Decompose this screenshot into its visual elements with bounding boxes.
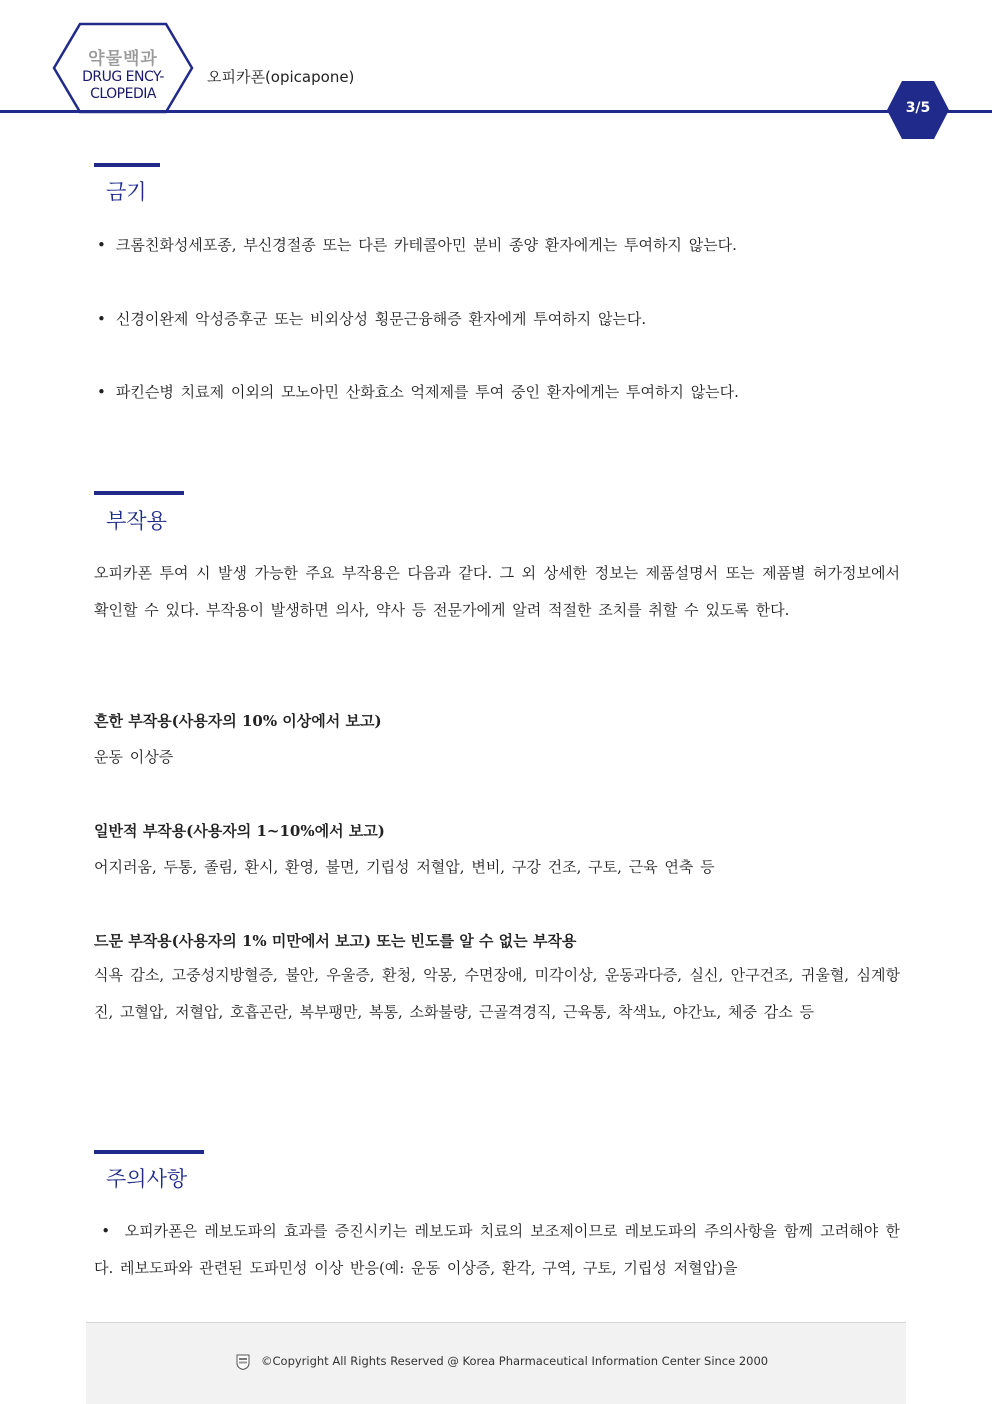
section-bar-precautions: [94, 1150, 204, 1154]
page-header: [0, 0, 992, 140]
section-title-side-effects: 부작용: [106, 509, 167, 533]
side-effects-intro: 오피카폰 투여 시 발생 가능한 주요 부작용은 다음과 같다. 그 외 상세한 정보는 제품설명서 또는 제품별 허가정보에서 확인할 수 있다. 부작용이 발생하면 의사, 약사 등 전문가에게 알려 적절한 조치를 취할 수 있도록 한다.: [94, 564, 900, 619]
section-bar-contraindications: [94, 163, 160, 167]
precaution-item: • 오피카폰은 레보도파의 효과를 증진시키는 레보도파 치료의 보조제이므로 레보도파의 주의사항을 함께 고려해야 한다. 레보도파와 관련된 도파민성 이상 반응(예: 운동 이상증, 환각, 구역, 구토, 기립성 저혈압)을: [94, 1222, 900, 1277]
section-title-precautions: 주의사항: [106, 1167, 188, 1191]
common-side-effects-heading: 흔한 부작용(사용자의 10% 이상에서 보고): [94, 712, 382, 730]
general-side-effects-heading: 일반적 부작용(사용자의 1~10%에서 보고): [94, 822, 385, 840]
logo: [52, 22, 194, 114]
section-title-contraindications: 금기: [106, 180, 147, 204]
shield-emblem-icon: [236, 1354, 250, 1370]
document-title: 오피카폰(opicapone): [207, 68, 355, 86]
logo-korean: 약물백과: [88, 49, 158, 69]
general-side-effects-text: 어지러움, 두통, 졸림, 환시, 환영, 불면, 기립성 저혈압, 변비, 구강 건조, 구토, 근육 연축 등: [94, 858, 715, 876]
rare-side-effects-heading: 드문 부작용(사용자의 1% 미만에서 보고) 또는 빈도를 알 수 없는 부작용: [94, 932, 577, 950]
footer-copyright: ©Copyright All Rights Reserved @ Korea Pharmaceutical Information Center Since 2000: [261, 1354, 769, 1368]
list-item: • 신경이완제 악성증후군 또는 비외상성 횡문근융해증 환자에게 투여하지 않는다.: [97, 310, 647, 328]
rare-side-effects-text: 식욕 감소, 고중성지방혈증, 불안, 우울증, 환청, 악몽, 수면장애, 미각이상, 운동과다증, 실신, 안구건조, 귀울혈, 심계항진, 고혈압, 저혈압, 호흡곤란, 복부팽만, 복통, 소화불량, 근골격경직, 근육통, 착색뇨, 야간뇨, 체중 감소 등: [94, 966, 900, 1021]
page-number: 3/5: [905, 100, 931, 116]
header-rule: [0, 110, 992, 113]
list-item: • 파킨슨병 치료제 이외의 모노아민 산화효소 억제제를 투여 중인 환자에게는 투여하지 않는다.: [97, 383, 739, 401]
section-bar-side-effects: [94, 491, 184, 495]
logo-english-line2: CLOPEDIA: [90, 86, 156, 102]
list-item: • 크롬친화성세포종, 부신경절종 또는 다른 카테콜아민 분비 종양 환자에게는 투여하지 않는다.: [97, 236, 737, 254]
logo-english-line1: DRUG ENCY-: [82, 69, 164, 85]
common-side-effects-text: 운동 이상증: [94, 748, 174, 766]
